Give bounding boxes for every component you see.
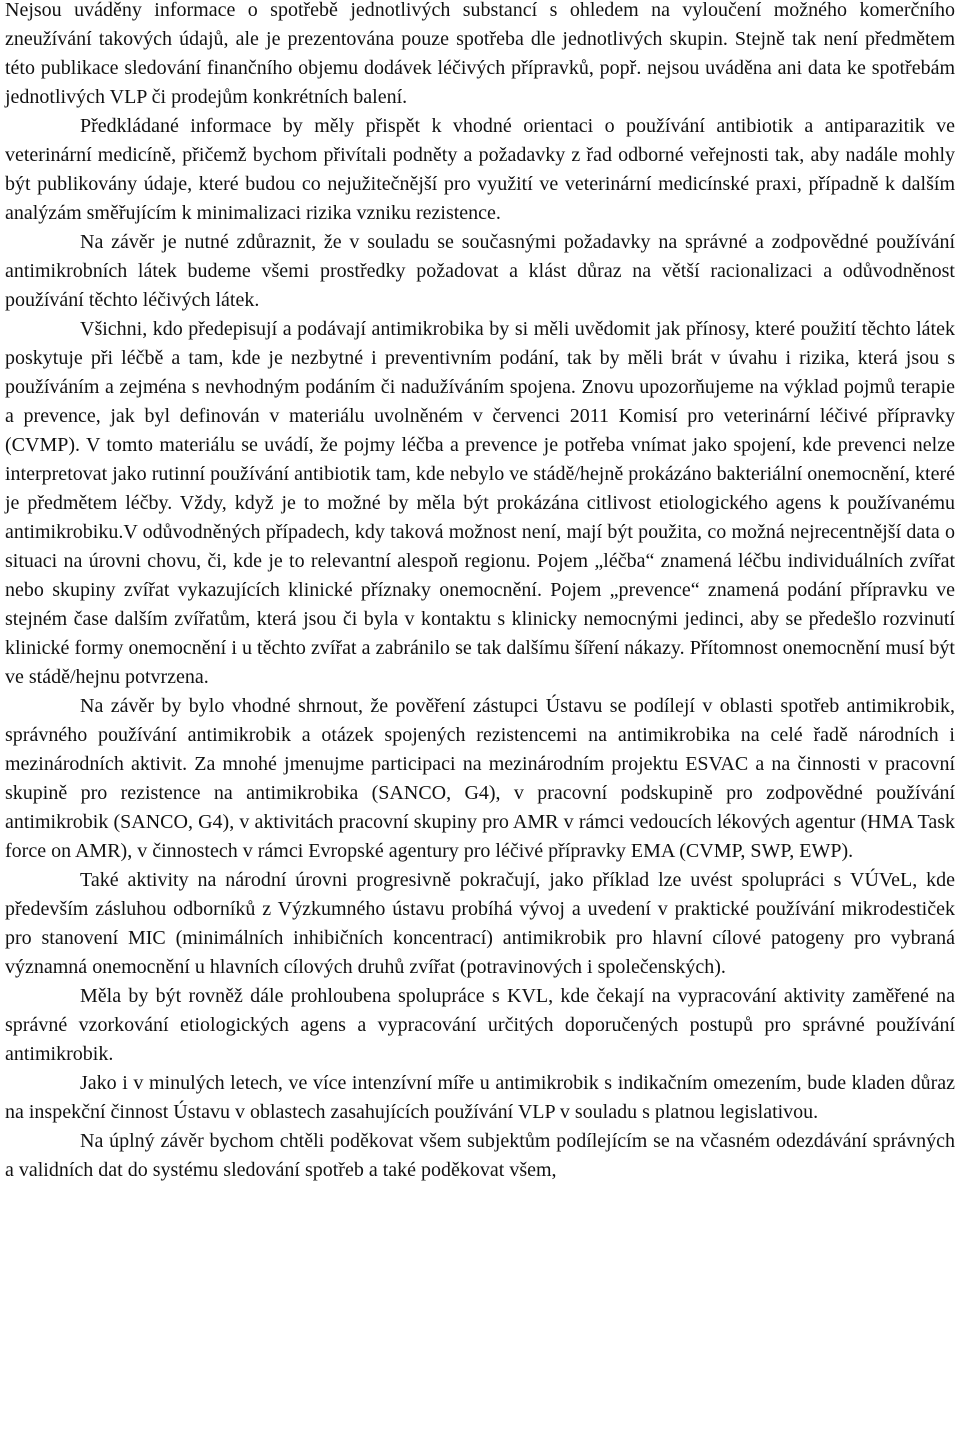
document-page: [5, 0, 955, 1185]
paragraph-inspection: Jako i v minulých letech, ve více intenzívní míře u antimikrobik s indikačním omezením, bude kladen důraz na inspekční činnost Ústavu v oblastech zasahujících používání VLP v souladu s platnou legislativou.: [5, 1072, 955, 1123]
paragraph-prescribers-therapy-prevention: Všichni, kdo předepisují a podávají antimikrobika by si měli uvědomit jak přínosy, které použití těchto látek poskytuje při léčbě a tam, kde je nezbytné i preventivním podání, tak by měli brát v úvahu i rizika, která jsou s používáním a zejména s nevhodným podáním či nadužíváním spojena. Znovu upozorňujeme na výklad pojmů terapie a prevence, jak byl definován v materiálu uvolněném v červenci 2011 Komisí pro veterinární léčivé přípravky (CVMP). V tomto materiálu se uvádí, že pojmy léčba a prevence je potřeba vnímat jako spojení, kde prevenci nelze interpretovat jako rutinní používání antibiotik tam, kde nebylo ve stádě/hejně prokázáno bakteriální onemocnění, které je předmětem léčby. Vždy, když je to možné by měla být prokázána citlivost etiologického agens k používanému antimikrobiku.V odůvodněných případech, kdy taková možnost není, mají být použita, co možná nejrecentnější data o situaci na úrovni chovu, či, kde je to relevantní alespoň regionu. Pojem „léčba“ znamená léčbu individuálních zvířat nebo skupiny zvířat vykazujících klinické příznaky onemocnění. Pojem „prevence“ znamená podání přípravku ve stejném čase dalším zvířatům, která jsou či byla v kontaktu s klinicky nemocnými jedinci, aby se předešlo rozvinutí klinické formy onemocnění i u těchto zvířat a zabránilo se tak dalšímu šíření nákazy. Přítomnost onemocnění musí být ve stádě/hejnu potvrzena.: [5, 318, 955, 688]
paragraph-national-activities: Také aktivity na národní úrovni progresivně pokračují, jako příklad lze uvést spolupráci s VÚVeL, kde především zásluhou odborníků z Výzkumného ústavu probíhá vývoj a uvedení v praktické používání mikrodestiček pro stanovení MIC (minimálních inhibičních koncentrací) antimikrobik pro hlavní cílové patogeny pro vybraná významná onemocnění u hlavních cílových druhů zvířat (potravinových i společenských).: [5, 869, 955, 978]
paragraph-conclusion-rationalization: Na závěr je nutné zdůraznit, že v souladu se současnými požadavky na správné a zodpovědné používání antimikrobních látek budeme všemi prostředky požadovat a klást důraz na větší racionalizaci a odůvodněnost používání těchto léčivých látek.: [5, 231, 955, 311]
paragraph-consumption-info: Nejsou uváděny informace o spotřebě jednotlivých substancí s ohledem na vyloučení možného komerčního zneužívání takových údajů, ale je prezentována pouze spotřeba dle jednotlivých skupin. Stejně tak není předmětem této publikace sledování finančního objemu dodávek léčivých přípravků, popř. nejsou uváděna ani data ke spotřebám jednotlivých VLP či prodejům konkrétních balení.: [5, 0, 955, 108]
paragraph-acknowledgement: Na úplný závěr bychom chtěli poděkovat všem subjektům podílejícím se na včasném odezdávání správných a validních dat do systému sledování spotřeb a také poděkovat všem,: [5, 1130, 955, 1181]
paragraph-kvl-cooperation: Měla by být rovněž dále prohloubena spolupráce s KVL, kde čekají na vypracování aktivity zaměřené na správné vzorkování etiologických agens a vypracování určitých doporučených postupů pro správné používání antimikrobik.: [5, 985, 955, 1065]
paragraph-information-purpose: Předkládané informace by měly přispět k vhodné orientaci o používání antibiotik a antiparazitik ve veterinární medicíně, přičemž bychom přivítali podněty a požadavky z řad odborné veřejnosti tak, aby nadále mohly být publikovány údaje, které budou co nejužitečnější pro využití ve veterinární medicínské praxi, případně k dalším analýzám směřujícím k minimalizaci rizika vzniku rezistence.: [5, 115, 955, 224]
paragraph-international-activities: Na závěr by bylo vhodné shrnout, že pověření zástupci Ústavu se podílejí v oblasti spotřeb antimikrobik, správného používání antimikrobik a otázek spojených rezistencemi na antimikrobika na celé řadě národních i mezinárodních aktivit. Za mnohé jmenujme participaci na mezinárodním projektu ESVAC a na činnosti v pracovní skupině pro rezistence na antimikrobika (SANCO, G4), v pracovní podskupině pro zodpovědné používání antimikrobik (SANCO, G4), v aktivitách pracovní skupiny pro AMR v rámci vedoucích lékových agentur (HMA Task force on AMR), v činnostech v rámci Evropské agentury pro léčivé přípravky EMA (CVMP, SWP, EWP).: [5, 695, 955, 862]
